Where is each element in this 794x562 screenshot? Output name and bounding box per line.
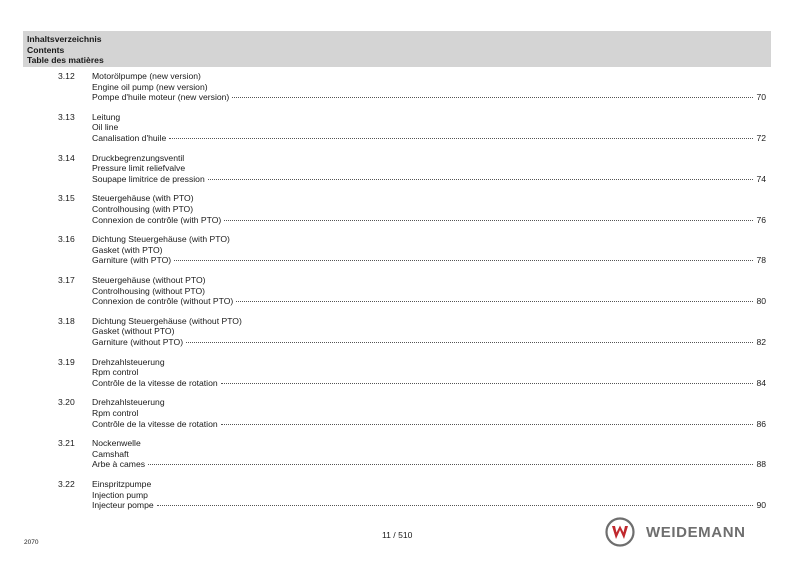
toc-page-number[interactable]: 72 (756, 132, 766, 143)
toc-title-fr-row (92, 133, 766, 144)
toc-entry[interactable] (0, 193, 794, 234)
toc-entry-titles (92, 438, 766, 470)
toc-entry-number: 3.17 (58, 274, 75, 285)
toc-entry[interactable] (0, 153, 794, 194)
toc-page-number[interactable]: 74 (756, 173, 766, 184)
toc-title-de: Leitung (92, 111, 121, 122)
header-title-fr: Table des matières (27, 55, 104, 65)
toc-title-fr: Contrôle de la vitesse de rotation (92, 377, 218, 388)
toc-title-en: Camshaft (92, 448, 129, 459)
toc-title-en: Gasket (without PTO) (92, 326, 175, 337)
toc-title-fr: Connexion de contrôle (without PTO) (92, 296, 234, 307)
dot-leader (169, 138, 753, 139)
dot-leader (157, 505, 754, 506)
toc-entry-titles (92, 193, 766, 225)
dot-leader (221, 383, 754, 384)
toc-title-fr-row (92, 296, 766, 307)
dot-leader (224, 220, 753, 221)
toc-title-de: Dichtung Steuergehäuse (with PTO) (92, 234, 230, 245)
weidemann-w-logo-icon (605, 517, 635, 547)
header-title-en: Contents (27, 44, 65, 55)
toc-entry-titles (92, 316, 766, 348)
toc-title-en: Rpm control (92, 407, 139, 418)
page-indicator: 11 / 510 (382, 530, 413, 540)
toc-title-fr: Connexion de contrôle (with PTO) (92, 214, 222, 225)
toc-title-fr-row (92, 215, 766, 226)
toc-entry[interactable] (0, 438, 794, 479)
toc-entry-titles (92, 357, 766, 389)
toc-title-en: Injection pump (92, 489, 148, 500)
toc-entry-number: 3.19 (58, 356, 75, 367)
toc-page-number[interactable]: 82 (756, 336, 766, 347)
toc-title-de: Nockenwelle (92, 438, 141, 449)
toc-title-fr: Pompe d'huile moteur (new version) (92, 92, 230, 103)
toc-title-fr: Garniture (without PTO) (92, 336, 184, 347)
toc-entry[interactable] (0, 316, 794, 357)
toc-title-fr-row (92, 378, 766, 389)
toc-title-de: Dichtung Steuergehäuse (without PTO) (92, 315, 242, 326)
toc-entry[interactable] (0, 357, 794, 398)
header-title-de: Inhaltsverzeichnis (27, 34, 102, 44)
toc-entry-number: 3.13 (58, 111, 75, 122)
toc-title-de: Einspritzpumpe (92, 478, 152, 489)
toc-entry[interactable] (0, 112, 794, 153)
doc-code: 2070 (24, 539, 39, 546)
toc-header (23, 31, 771, 67)
toc-page-number[interactable]: 84 (756, 377, 766, 388)
toc-entry-number: 3.16 (58, 234, 75, 245)
toc-title-en: Oil line (92, 122, 119, 133)
toc-entry[interactable] (0, 479, 794, 520)
toc-page-number[interactable]: 80 (756, 296, 766, 307)
toc-title-fr-row (92, 337, 766, 348)
toc-entry-titles (92, 397, 766, 429)
toc-entry-titles (92, 153, 766, 185)
toc-page-number[interactable]: 88 (756, 459, 766, 470)
toc-entry[interactable] (0, 234, 794, 275)
toc-title-fr-row (92, 174, 766, 185)
toc-title-fr-row (92, 459, 766, 470)
dot-leader (174, 260, 753, 261)
toc-title-de: Druckbegrenzungsventil (92, 152, 185, 163)
toc-entry-number: 3.22 (58, 478, 75, 489)
toc-entry-titles (92, 275, 766, 307)
toc-entry-number: 3.20 (58, 397, 75, 408)
dot-leader (186, 342, 753, 343)
dot-leader (232, 97, 753, 98)
toc-title-de: Steuergehäuse (with PTO) (92, 193, 194, 204)
dot-leader (236, 301, 753, 302)
toc-title-fr-row (92, 255, 766, 266)
toc-title-de: Steuergehäuse (without PTO) (92, 274, 206, 285)
toc-entry-titles (92, 479, 766, 511)
toc-title-de: Drehzahlsteuerung (92, 356, 165, 367)
toc-title-fr: Injecteur pompe (92, 500, 154, 511)
toc-title-en: Controlhousing (with PTO) (92, 203, 194, 214)
toc-title-en: Gasket (with PTO) (92, 244, 163, 255)
toc-page-number[interactable]: 90 (756, 500, 766, 511)
toc-entry[interactable] (0, 71, 794, 112)
toc-list (0, 71, 794, 520)
toc-title-fr: Arbe à cames (92, 459, 146, 470)
toc-page-number[interactable]: 76 (756, 214, 766, 225)
toc-title-fr: Contrôle de la vitesse de rotation (92, 418, 218, 429)
toc-title-en: Rpm control (92, 367, 139, 378)
toc-entry-number: 3.18 (58, 315, 75, 326)
toc-title-en: Engine oil pump (new version) (92, 81, 208, 92)
toc-entry[interactable] (0, 275, 794, 316)
toc-entry-number: 3.21 (58, 438, 75, 449)
toc-title-fr-row (92, 500, 766, 511)
dot-leader (148, 464, 753, 465)
dot-leader (221, 424, 754, 425)
toc-entry-number: 3.15 (58, 193, 75, 204)
toc-title-fr: Garniture (with PTO) (92, 255, 172, 266)
dot-leader (208, 179, 754, 180)
toc-title-en: Controlhousing (without PTO) (92, 285, 206, 296)
toc-page-number[interactable]: 70 (756, 92, 766, 103)
toc-title-de: Motorölpumpe (new version) (92, 71, 201, 81)
toc-title-fr-row (92, 419, 766, 430)
toc-page-number[interactable]: 78 (756, 255, 766, 266)
toc-entry[interactable] (0, 397, 794, 438)
toc-title-en: Pressure limit reliefvalve (92, 163, 186, 174)
toc-title-fr-row (92, 92, 766, 103)
toc-entry-number: 3.14 (58, 152, 75, 163)
toc-entry-titles (92, 71, 766, 103)
toc-title-fr: Soupape limitrice de pression (92, 173, 205, 184)
toc-page-number[interactable]: 86 (756, 418, 766, 429)
toc-title-de: Drehzahlsteuerung (92, 397, 165, 408)
toc-title-fr: Canalisation d'huile (92, 132, 167, 143)
toc-entry-number: 3.12 (58, 71, 75, 81)
brand-name: WEIDEMANN (646, 524, 746, 541)
toc-entry-titles (92, 112, 766, 144)
toc-entry-titles (92, 234, 766, 266)
